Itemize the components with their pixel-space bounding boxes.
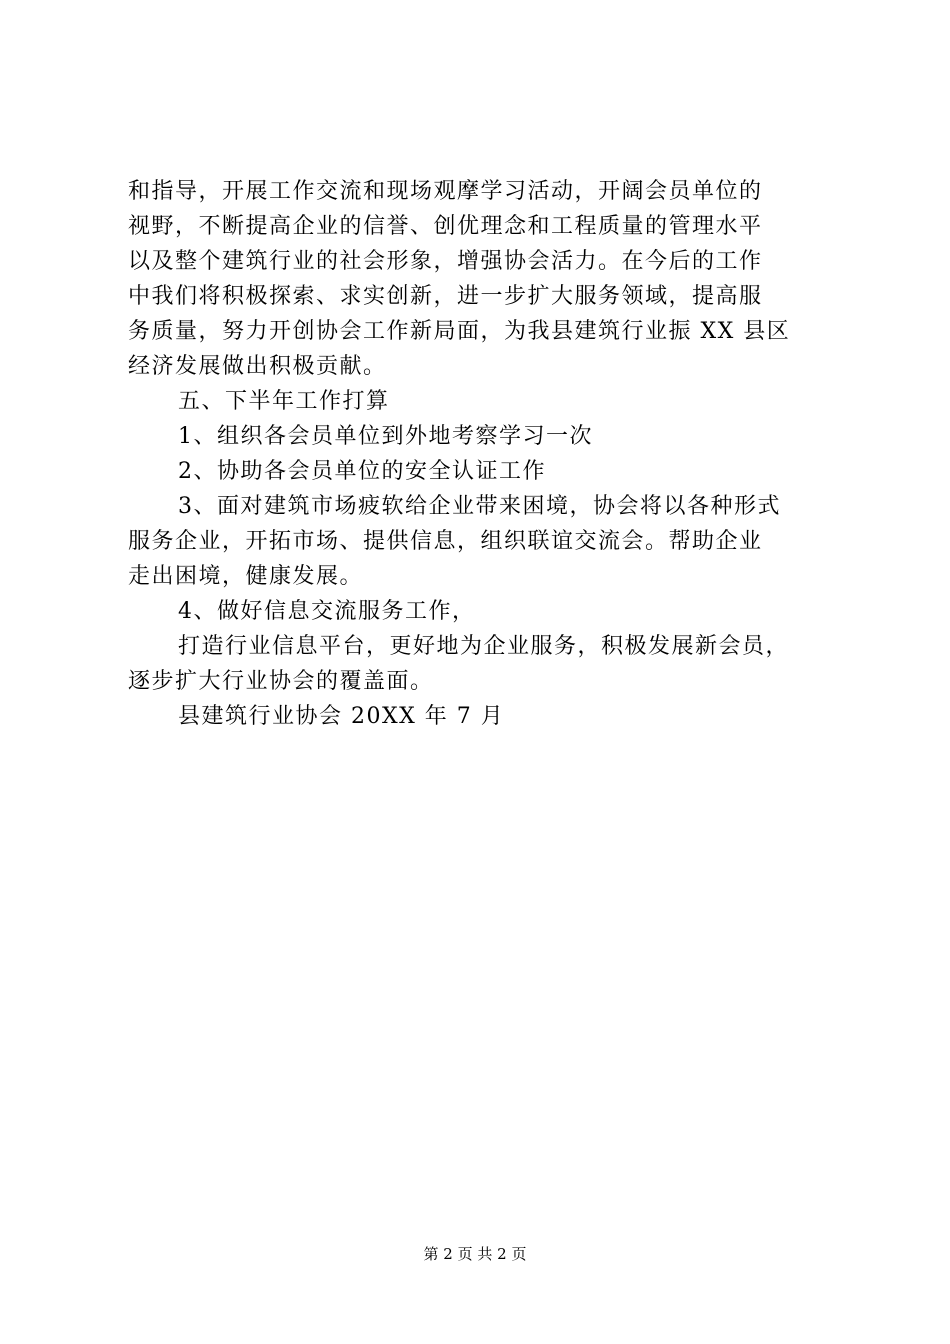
text-line: 逐步扩大行业协会的覆盖面。 <box>128 669 434 694</box>
document-body <box>128 174 848 734</box>
text-line: 走出困境，健康发展。 <box>128 564 364 589</box>
text-line: 中我们将积极探索、求实创新，进一步扩大服务领域，提高服 <box>128 284 763 309</box>
section-heading: 五、下半年工作打算 <box>178 389 390 414</box>
list-item: 2、协助各会员单位的安全认证工作 <box>178 459 546 484</box>
text-line: 和指导，开展工作交流和现场观摩学习活动，开阔会员单位的 <box>128 179 763 204</box>
text-line: 打造行业信息平台，更好地为企业服务，积极发展新会员， <box>178 634 790 659</box>
text-line: 服务企业，开拓市场、提供信息，组织联谊交流会。帮助企业 <box>128 529 763 554</box>
text-line: 以及整个建筑行业的社会形象，增强协会活力。在今后的工作 <box>128 249 763 274</box>
text-line: 务质量，努力开创协会工作新局面，为我县建筑行业振 XX 县区 <box>128 319 791 344</box>
text-line: 经济发展做出积极贡献。 <box>128 354 387 379</box>
list-item: 1、组织各会员单位到外地考察学习一次 <box>178 424 593 449</box>
list-item: 4、做好信息交流服务工作， <box>178 599 476 624</box>
signature-line: 县建筑行业协会 20XX 年 7 月 <box>178 704 505 729</box>
text-line: 视野，不断提高企业的信誉、创优理念和工程质量的管理水平 <box>128 214 763 239</box>
page-number: 第 2 页 共 2 页 <box>423 1245 527 1263</box>
page-footer <box>0 1244 950 1264</box>
list-item: 3、面对建筑市场疲软给企业带来困境，协会将以各种形式 <box>178 494 781 519</box>
